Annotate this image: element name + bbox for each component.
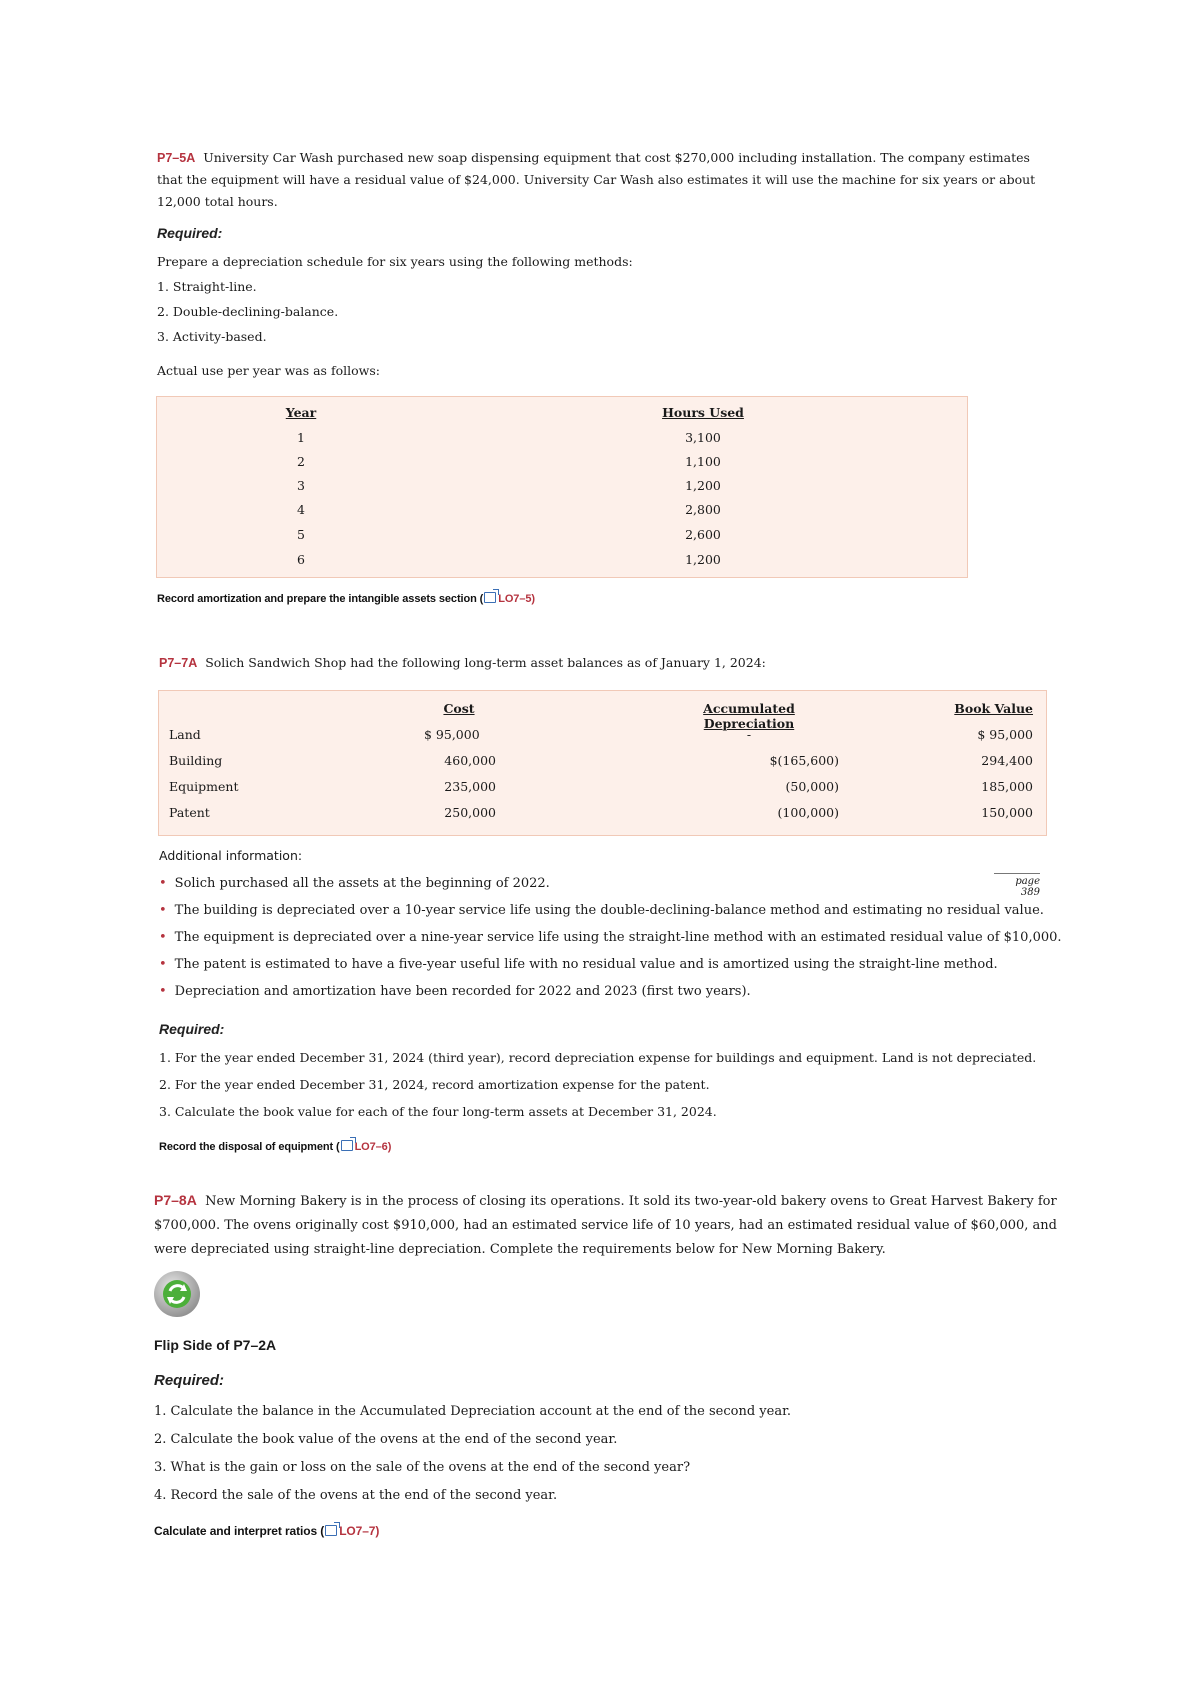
requirement-item: 2. Calculate the book value of the ovens at the end of the second year. <box>154 1432 618 1447</box>
learning-objective-link[interactable]: LO7–7 <box>339 1524 376 1538</box>
p7-5a-line2: that the equipment will have a residual value of $24,000. University Car Wash also estimates it will use the machine for six years or about <box>157 172 1036 187</box>
p7-5a-line1: University Car Wash purchased new soap dispensing equipment that cost $270,000 including installation. The company estimates <box>203 150 1030 165</box>
section-heading-lo7-6 <box>159 1140 391 1153</box>
requirement-item: 1. Calculate the balance in the Accumulated Depreciation account at the end of the second year. <box>154 1404 792 1419</box>
p7-8a-intro <box>154 1188 1154 1262</box>
required-heading: Required: <box>159 1021 225 1037</box>
required-heading: Required: <box>157 225 223 241</box>
p7-7a-intro-text: Solich Sandwich Shop had the following long-term asset balances as of January 1, 2024: <box>205 655 766 670</box>
section-heading-close: ) <box>375 1524 380 1538</box>
p7-5a-line3: 12,000 total hours. <box>157 194 278 209</box>
bullet-item: • The building is depreciated over a 10-year service life using the double-declining-balance method and estimating no residual value. <box>159 903 1044 918</box>
method-item: 2. Double-declining-balance. <box>157 304 339 319</box>
table-cell-hours: 1,100 <box>685 454 721 469</box>
method-item: 1. Straight-line. <box>157 279 257 294</box>
section-heading-lo7-7 <box>154 1524 379 1538</box>
table-row-label: Patent <box>169 805 210 820</box>
bullet-text: The equipment is depreciated over a nine-year service life using the straight-line method with an estimated residual value of $10,000. <box>174 930 1062 945</box>
table-row-label: Land <box>169 727 201 742</box>
table-header-hours: Hours Used <box>662 405 744 420</box>
p7-7a-intro <box>159 652 766 674</box>
section-heading-close: ) <box>531 593 535 605</box>
section-heading-text: Record the disposal of equipment ( <box>159 1141 340 1153</box>
bullet-text: The building is depreciated over a 10-year service life using the double-declining-balance method and estimating no residual value. <box>174 903 1044 918</box>
requirement-item: 4. Record the sale of the ovens at the end of the second year. <box>154 1488 558 1503</box>
section-heading-text: Record amortization and prepare the intangible assets section ( <box>157 593 484 605</box>
bullet-text: The patent is estimated to have a five-year useful life with no residual value and is amortized using the straight-line method. <box>174 957 998 972</box>
hours-used-table <box>156 396 968 578</box>
required-heading: Required: <box>154 1372 225 1389</box>
actual-use-label: Actual use per year was as follows: <box>157 363 380 378</box>
table-cell-book: 294,400 <box>981 753 1033 768</box>
table-header-cost: Cost <box>443 701 475 716</box>
table-cell-hours: 1,200 <box>685 552 721 567</box>
learning-objective-link[interactable]: LO7–6 <box>354 1141 388 1153</box>
p7-5a-intro <box>157 147 1057 213</box>
additional-info-label: Additional information: <box>159 848 303 863</box>
table-cell-year: 2 <box>297 454 305 469</box>
table-cell-cost: 250,000 <box>444 805 496 820</box>
p7-8a-line1: New Morning Bakery is in the process of closing its operations. It sold its two-year-old bakery ovens to Great Harvest Bakery for <box>205 1194 1057 1209</box>
bullet-item: • Depreciation and amortization have been recorded for 2022 and 2023 (first two years). <box>159 984 751 999</box>
problem-number: P7–8A <box>154 1192 197 1208</box>
section-heading-text: Calculate and interpret ratios ( <box>154 1524 325 1538</box>
requirement-item: 2. For the year ended December 31, 2024, record amortization expense for the patent. <box>159 1077 710 1092</box>
long-term-assets-table <box>158 690 1047 836</box>
problem-number: P7–5A <box>157 151 196 165</box>
table-cell-accum: - <box>746 727 752 742</box>
table-cell-hours: 2,800 <box>685 502 721 517</box>
bullet-item: • The patent is estimated to have a five-year useful life with no residual value and is amortized using the straight-line method. <box>159 957 998 972</box>
table-cell-cost: $ 95,000 <box>424 727 480 742</box>
bullet-text: Depreciation and amortization have been recorded for 2022 and 2023 (first two years). <box>174 984 751 999</box>
learning-objective-link-icon[interactable] <box>484 592 496 603</box>
section-heading-lo7-5 <box>157 592 535 605</box>
table-cell-hours: 3,100 <box>685 430 721 445</box>
table-cell-book: $ 95,000 <box>977 727 1033 742</box>
requirement-item: 1. For the year ended December 31, 2024 (third year), record depreciation expense for buildings and equipment. Land is not depreciated. <box>159 1050 1037 1065</box>
requirement-item: 3. Calculate the book value for each of the four long-term assets at December 31, 2024. <box>159 1104 717 1119</box>
table-cell-year: 3 <box>297 478 305 493</box>
table-header-accum: Accumulated Depreciation <box>703 701 795 731</box>
table-cell-book: 150,000 <box>981 805 1033 820</box>
table-cell-year: 4 <box>297 502 305 517</box>
method-item: 3. Activity-based. <box>157 329 267 344</box>
table-cell-year: 6 <box>297 552 305 567</box>
table-row-label: Building <box>169 753 223 768</box>
table-cell-accum: (100,000) <box>777 805 839 820</box>
table-cell-hours: 2,600 <box>685 527 721 542</box>
table-header-book: Book Value <box>954 701 1033 716</box>
flip-side-icon <box>153 1270 201 1318</box>
requirement-item: 3. What is the gain or loss on the sale of the ovens at the end of the second year? <box>154 1460 691 1475</box>
learning-objective-link-icon[interactable] <box>341 1140 353 1151</box>
bullet-item: • The equipment is depreciated over a nine-year service life using the straight-line method with an estimated residual value of $10,000. <box>159 930 1062 945</box>
table-cell-year: 1 <box>297 430 305 445</box>
table-cell-book: 185,000 <box>981 779 1033 794</box>
flip-side-label: Flip Side of P7–2A <box>154 1337 277 1353</box>
section-heading-close: ) <box>387 1141 392 1153</box>
bullet-item: • Solich purchased all the assets at the beginning of 2022. <box>159 876 550 891</box>
learning-objective-link-icon[interactable] <box>325 1525 337 1536</box>
table-cell-accum: (50,000) <box>785 779 839 794</box>
bullet-text: Solich purchased all the assets at the beginning of 2022. <box>174 876 550 891</box>
p7-8a-line3: were depreciated using straight-line depreciation. Complete the requirements below for New Morning Bakery. <box>154 1242 886 1257</box>
table-row-label: Equipment <box>169 779 239 794</box>
table-cell-hours: 1,200 <box>685 478 721 493</box>
table-cell-cost: 460,000 <box>444 753 496 768</box>
p7-8a-line2: $700,000. The ovens originally cost $910,000, had an estimated service life of 10 years, had an estimated residual value of $60,000, and <box>154 1218 1057 1233</box>
table-header-year: Year <box>285 405 317 420</box>
table-cell-cost: 235,000 <box>444 779 496 794</box>
table-cell-accum: $(165,600) <box>769 753 839 768</box>
table-cell-year: 5 <box>297 527 305 542</box>
page-marker: page 389 <box>994 873 1040 898</box>
problem-number: P7–7A <box>159 656 198 670</box>
learning-objective-link[interactable]: LO7–5 <box>498 593 532 605</box>
p7-5a-instruction: Prepare a depreciation schedule for six years using the following methods: <box>157 254 633 269</box>
